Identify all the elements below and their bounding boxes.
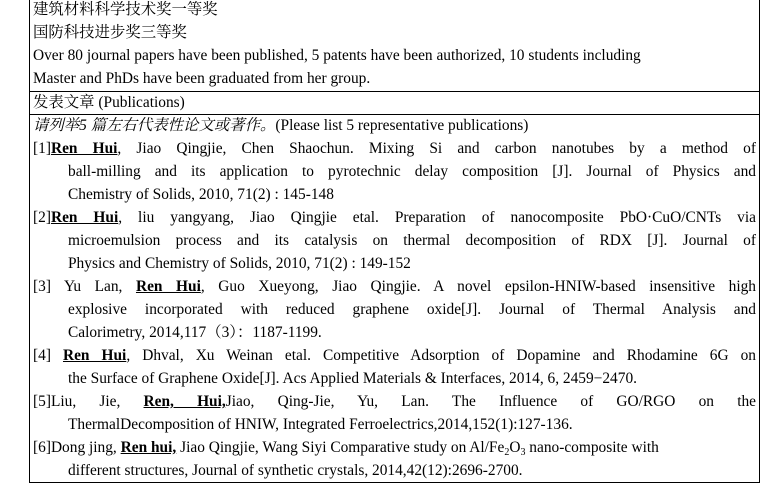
publication-line (33, 275, 756, 298)
author-highlight: Ren, Hui, (143, 393, 226, 410)
publication-prefix: [2] (33, 209, 51, 226)
publication-item (33, 436, 756, 482)
author-highlight: Ren Hui (135, 278, 201, 295)
bottom-border (29, 482, 760, 483)
publication-line: explosive incorporated with reduced graphene oxide[J]. Journal of Thermal Analysis and (68, 301, 756, 318)
publication-text: Jiao, Qing-Jie, Yu, Lan. The Influence of GO/RGO on the (225, 393, 756, 410)
publication-text: Jiao Qingjie, Wang Siyi Comparative study on Al/Fe (176, 439, 505, 456)
publication-line (33, 344, 756, 367)
publication-item (33, 137, 756, 206)
instruction-en: (Please list 5 representative publications) (275, 117, 529, 134)
publication-line: Physics and Chemistry of Solids, 2010, 71(2) : 149-152 (68, 255, 411, 272)
author-highlight: Ren Hui (50, 140, 118, 157)
publication-prefix: [5]Liu, Jie, (33, 393, 144, 410)
publication-line: Chemistry of Solids, 2010, 71(2) : 145-148 (68, 186, 334, 203)
summary-line: Over 80 journal papers have been published, 5 patents have been authorized, 10 students including (33, 47, 641, 64)
publication-line (33, 390, 756, 413)
left-border (29, 0, 30, 483)
publication-item (33, 390, 756, 436)
subscript: 2 (504, 447, 510, 458)
awards-cell (33, 0, 756, 90)
award-line: 国防科技进步奖三等奖 (33, 24, 187, 41)
publication-prefix: [6]Dong jing, (33, 439, 121, 456)
publication-line: microemulsion process and its catalysis on thermal decomposition of RDX [J]. Journal of (68, 232, 756, 249)
publication-prefix: [1] (33, 140, 51, 157)
document-table (29, 0, 760, 483)
right-border (759, 0, 760, 483)
publication-text: O (509, 439, 521, 456)
publication-item (33, 206, 756, 275)
publications-heading-cell (33, 91, 756, 114)
publication-line (33, 436, 756, 459)
publication-text: nano-composite with (525, 439, 659, 456)
publication-line: different structures, Journal of synthetic crystals, 2014,42(12):2696-2700. (68, 462, 523, 479)
publication-item (33, 344, 756, 390)
publication-item (33, 275, 756, 344)
publication-line: ThermalDecomposition of HNIW, Integrated Ferroelectrics,2014,152(1):127-136. (68, 416, 573, 433)
publication-prefix: [3] Yu Lan, (33, 278, 136, 295)
author-highlight: Ren hui, (120, 439, 177, 456)
publication-text: , Jiao Qingjie, Chen Shaochun. Mixing Si and carbon nanotubes by a method of (117, 140, 756, 157)
subscript: 3 (520, 447, 526, 458)
publication-prefix: [4] (33, 347, 63, 364)
publication-line: Calorimetry, 2014,117（3）：1187-1199. (68, 324, 322, 341)
award-line: 建筑材料科学技术奖一等奖 (33, 1, 218, 18)
publication-line (33, 137, 756, 160)
publications-cell (33, 114, 756, 482)
publication-line (33, 206, 756, 229)
instruction-line (33, 114, 756, 137)
publication-text: , Dhval, Xu Weinan etal. Competitive Adsorption of Dopamine and Rhodamine 6G on (126, 347, 756, 364)
instruction-cn: 请列举5 篇左右代表性论文或著作。 (33, 117, 276, 134)
summary-line: Master and PhDs have been graduated from her group. (33, 70, 371, 87)
publication-text: , liu yangyang, Jiao Qingjie etal. Preparation of nanocomposite PbO·CuO/CNTs via (118, 209, 756, 226)
publication-text: , Guo Xueyong, Jiao Qingjie. A novel epsilon-HNIW-based insensitive high (200, 278, 756, 295)
section-heading: 发表文章 (Publications) (33, 94, 185, 111)
publication-line: ball-milling and its application to pyrotechnic delay composition [J]. Journal of Physics and (68, 163, 756, 180)
publication-line: the Surface of Graphene Oxide[J]. Acs Applied Materials & Interfaces, 2014, 6, 2459−2470. (68, 370, 637, 387)
author-highlight: Ren Hui (50, 209, 119, 226)
author-highlight: Ren Hui (62, 347, 127, 364)
